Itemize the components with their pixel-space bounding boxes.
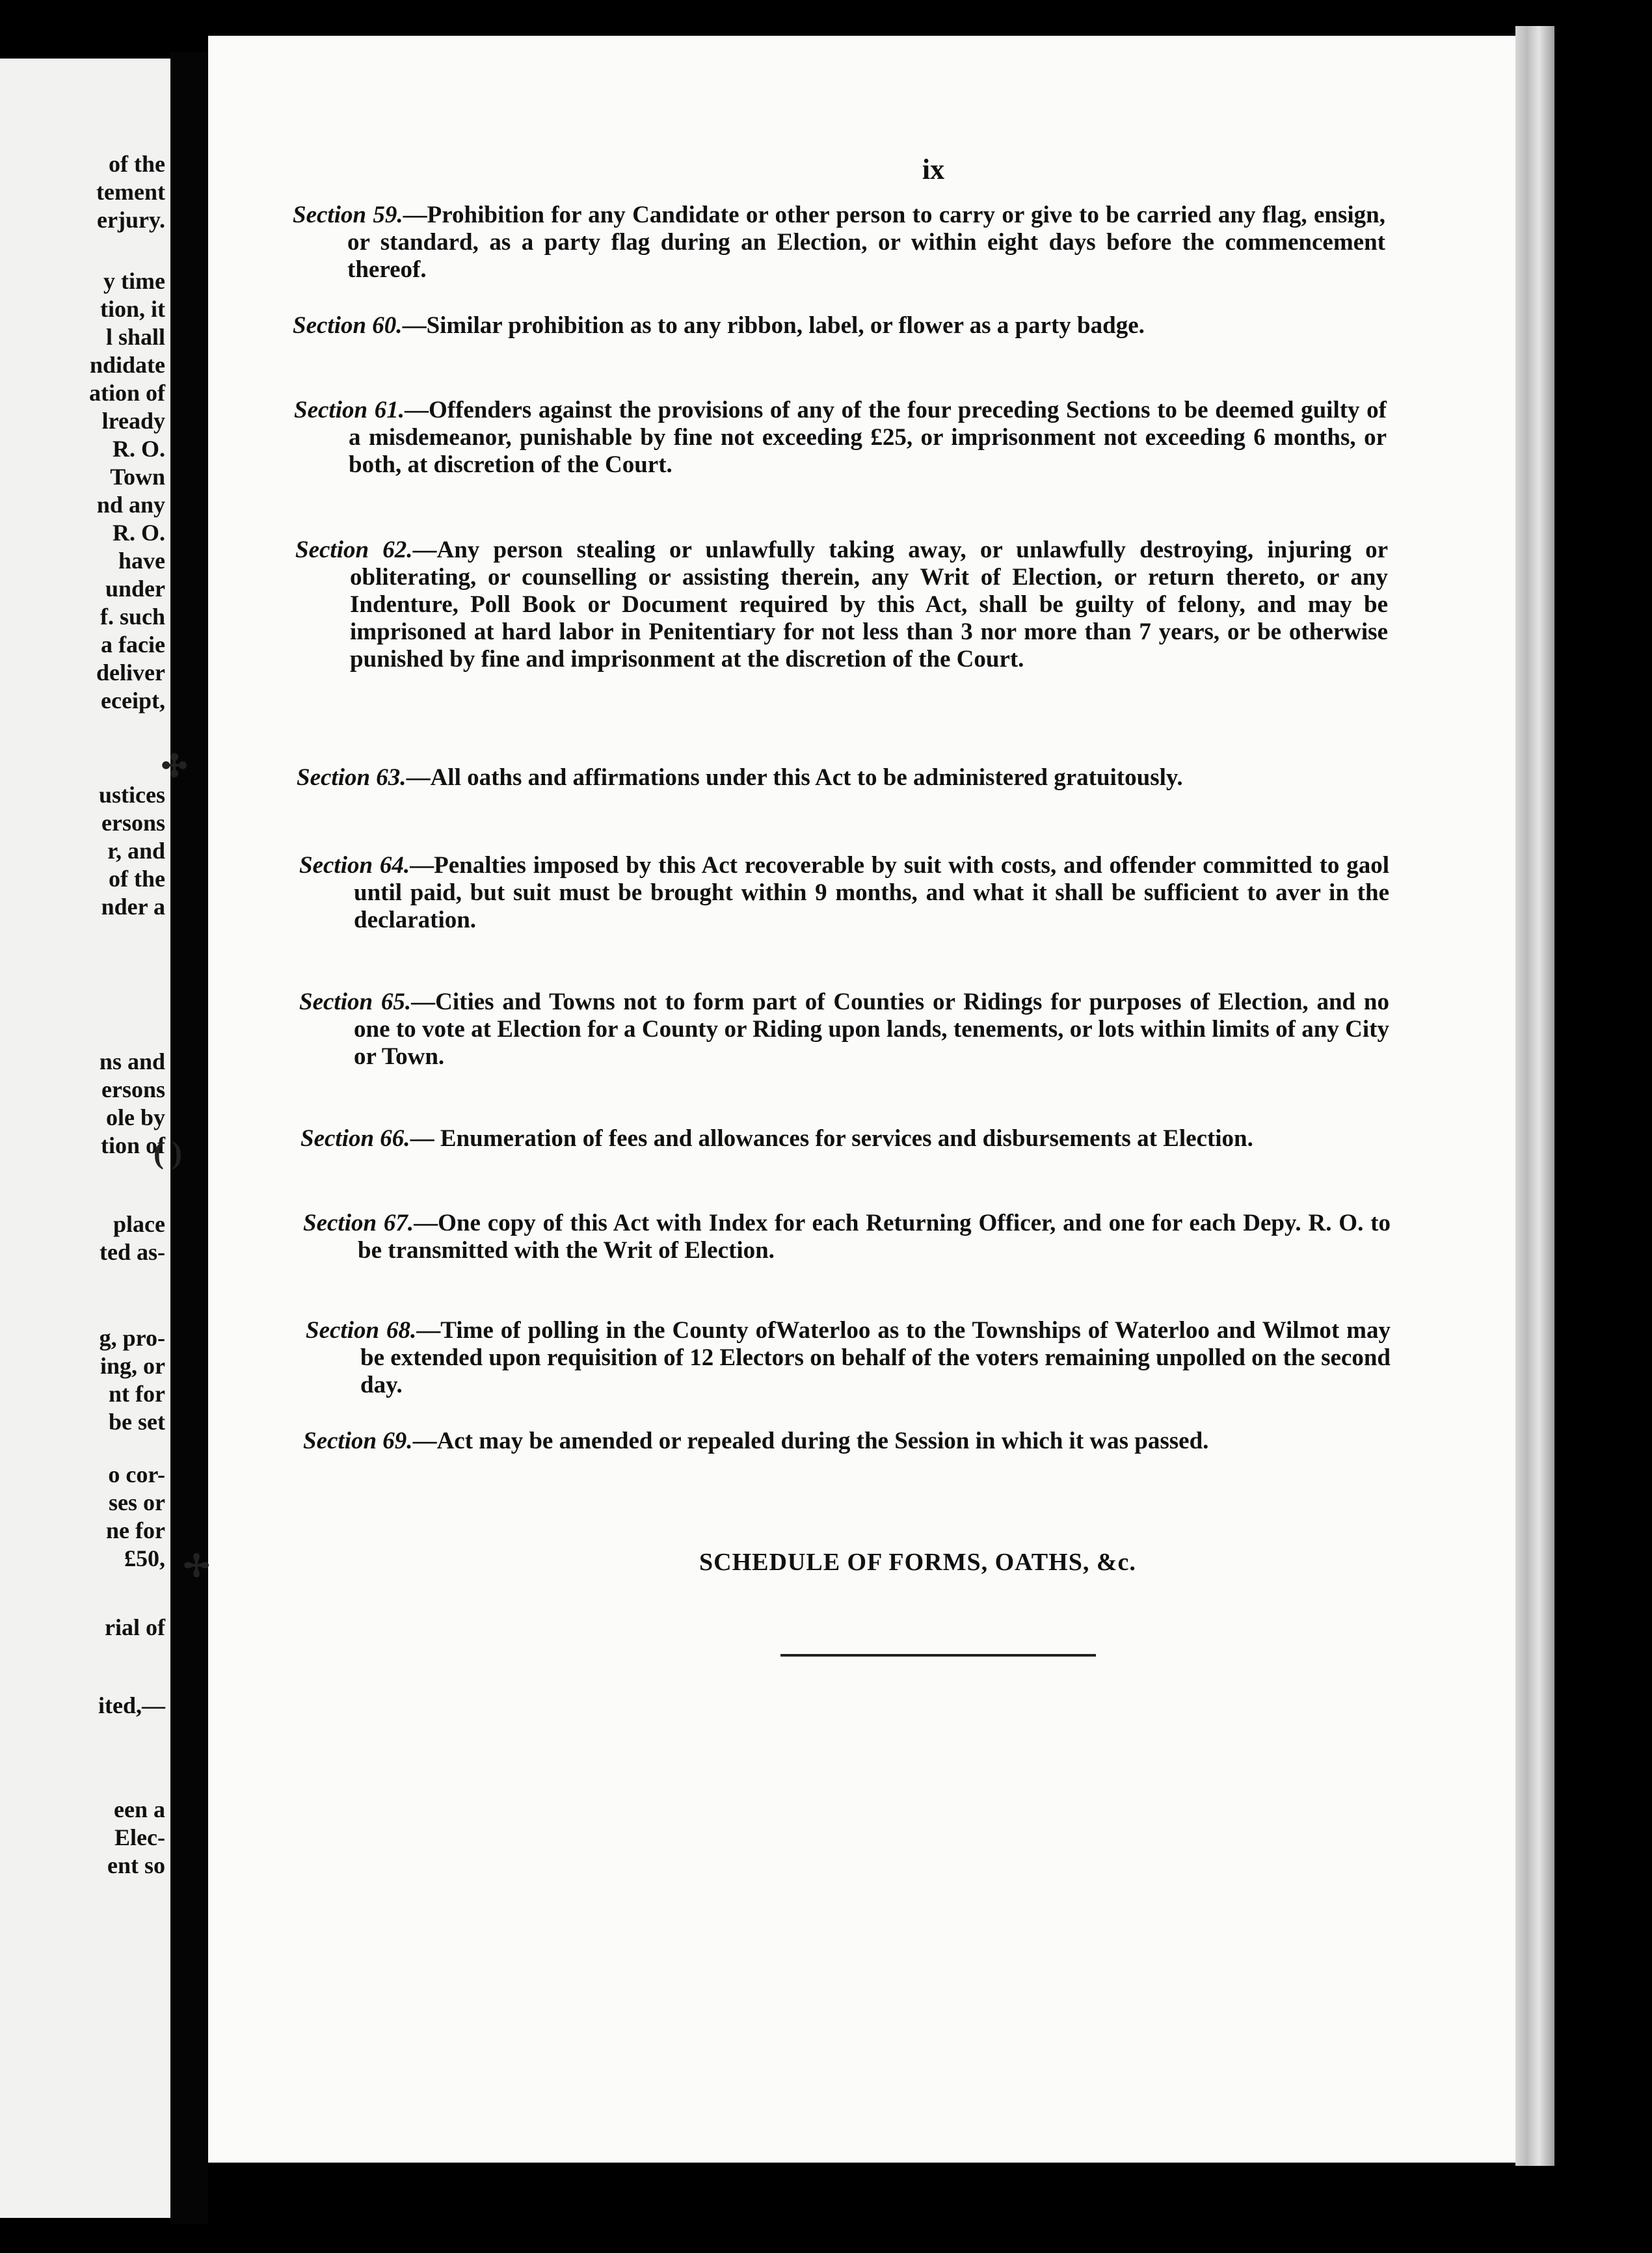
page-number: ix [922, 153, 945, 185]
section-ref: Section 65. [299, 989, 412, 1015]
section-text: — Enumeration of fees and allowances for services and disbursements at Election. [410, 1125, 1253, 1152]
facing-page-text-fragment: ndidate [89, 352, 165, 378]
facing-page-text-fragment: place [113, 1211, 165, 1237]
facing-page-text-fragment: y time [103, 268, 165, 294]
facing-page-text-fragment: tion of [101, 1132, 165, 1158]
facing-page-text-fragment: £50, [124, 1545, 165, 1571]
section-text: —Similar prohibition as to any ribbon, label, or flower as a party badge. [402, 312, 1145, 339]
facing-page-text-fragment: ses or [109, 1489, 165, 1515]
section-66 [300, 1125, 1391, 1153]
horizontal-rule [780, 1654, 1096, 1657]
facing-page-text-fragment: R. O. [113, 436, 165, 462]
facing-page-text-fragment: ent so [107, 1852, 165, 1878]
section-62 [295, 537, 1388, 673]
facing-page-fragment [0, 59, 170, 2218]
facing-page-text-fragment: Town [110, 464, 165, 490]
section-59 [293, 202, 1385, 284]
facing-page-text-fragment: rial of [105, 1614, 165, 1640]
section-ref: Section 64. [299, 852, 410, 879]
margin-mark: ✣ [161, 749, 188, 784]
facing-page-text-fragment: of the [109, 151, 165, 177]
section-text: —Offenders against the provisions of any of the four preceding Sections to be deemed guilty of a misdemeanor, punishable by fine not exceeding £25, or imprisonment not exceeding 6 months, or both, at discretion of the Court. [349, 397, 1387, 478]
facing-page-text-fragment: deliver [96, 660, 165, 686]
facing-page-text-fragment: lready [101, 408, 165, 434]
section-text: —All oaths and affirmations under this Act to be administered gratuitously. [406, 764, 1183, 791]
facing-page-text-fragment: f. such [100, 604, 165, 630]
facing-page-text-fragment: nder a [101, 894, 165, 920]
section-text: —Penalties imposed by this Act recoverable by suit with costs, and offender committed to gaol until paid, but suit must be brought within 9 months, and what it shall be sufficient to aver in the declaration. [354, 852, 1390, 933]
facing-page-text-fragment: ted as- [100, 1239, 165, 1265]
section-63 [297, 764, 1389, 792]
page-edge [1515, 26, 1554, 2166]
section-text: —Cities and Towns not to form part of Counties or Ridings for purposes of Election, and no one to vote at Election for a County or Riding upon lands, tenements, or lots within limits of any City or Town. [354, 989, 1389, 1070]
section-text: —Prohibition for any Candidate or other person to carry or give to be carried any flag, ensign, or standard, as a party flag during an Election, or within eight days before the commencement thereof. [347, 202, 1385, 283]
section-ref: Section 60. [293, 312, 403, 339]
facing-page-text-fragment: R. O. [113, 520, 165, 546]
facing-page-text-fragment: ne for [106, 1517, 165, 1543]
section-text: —Any person stealing or unlawfully taking away, or unlawfully destroying, injuring or obliterating, or counselling or assisting therein, any Writ of Election, or return thereto, or any Indenture, Poll Book or Document required by this Act, shall be guilty of felony, and may be imprisoned at hard labor in Penitentiary for not less than 3 nor more than 7 years, or be otherwise punished by fine and imprisonment at the discretion of the Court. [350, 537, 1388, 673]
facing-page-text-fragment: r, and [107, 838, 165, 864]
margin-mark: ✢ [183, 1549, 210, 1584]
facing-page-text-fragment: ited,— [98, 1692, 165, 1718]
section-text: —One copy of this Act with Index for each Returning Officer, and one for each Depy. R. O. to be transmitted with the Writ of Election. [358, 1210, 1391, 1264]
document-page [208, 36, 1539, 2163]
section-67 [303, 1210, 1391, 1264]
facing-page-text-fragment: of the [109, 866, 165, 892]
facing-page-text-fragment: eceipt, [101, 687, 165, 713]
facing-page-text-fragment: ns and [99, 1048, 165, 1074]
facing-page-text-fragment: tion, it [100, 296, 165, 322]
facing-page-text-fragment: ersons [101, 810, 165, 836]
section-61 [294, 397, 1387, 479]
section-ref: Section 63. [297, 764, 406, 791]
facing-page-text-fragment: under [105, 576, 165, 602]
section-65 [299, 989, 1389, 1071]
section-69 [303, 1428, 1391, 1455]
facing-page-text-fragment: have [118, 548, 165, 574]
facing-page-text-fragment: g, pro- [99, 1325, 165, 1351]
facing-page-text-fragment: nt for [109, 1381, 165, 1407]
facing-page-text-fragment: ole by [105, 1104, 165, 1130]
facing-page-text-fragment: ersons [101, 1076, 165, 1102]
section-ref: Section 61. [294, 397, 405, 423]
facing-page-text-fragment: o cor- [108, 1461, 165, 1487]
section-ref: Section 67. [303, 1210, 414, 1236]
section-64 [299, 852, 1389, 934]
section-text: —Time of polling in the County ofWaterloo as to the Townships of Waterloo and Wilmot may be extended upon requisition of 12 Electors on behalf of the voters remaining unpolled on the second day. [360, 1317, 1391, 1398]
margin-mark: ( ) [153, 1136, 182, 1170]
facing-page-text-fragment: be set [109, 1409, 165, 1435]
facing-page-text-fragment: ation of [89, 380, 165, 406]
schedule-heading: SCHEDULE OF FORMS, OATHS, &c. [699, 1549, 1136, 1576]
facing-page-text-fragment: een a [114, 1796, 165, 1822]
facing-page-text-fragment: l shall [105, 324, 165, 350]
section-ref: Section 59. [293, 202, 403, 228]
facing-page-text-fragment: tement [96, 179, 165, 205]
facing-page-text-fragment: ustices [99, 782, 165, 808]
facing-page-text-fragment: erjury. [97, 207, 165, 233]
section-ref: Section 68. [306, 1317, 417, 1344]
section-60 [293, 312, 1385, 340]
section-ref: Section 62. [295, 537, 413, 563]
section-ref: Section 69. [303, 1428, 413, 1454]
facing-page-text-fragment: ing, or [100, 1353, 165, 1379]
facing-page-text-fragment: a facie [101, 632, 165, 658]
facing-page-text-fragment: nd any [96, 492, 165, 518]
section-ref: Section 66. [300, 1125, 410, 1152]
section-68 [306, 1317, 1391, 1399]
section-text: —Act may be amended or repealed during the Session in which it was passed. [412, 1428, 1209, 1454]
facing-page-text-fragment: Elec- [114, 1824, 165, 1850]
